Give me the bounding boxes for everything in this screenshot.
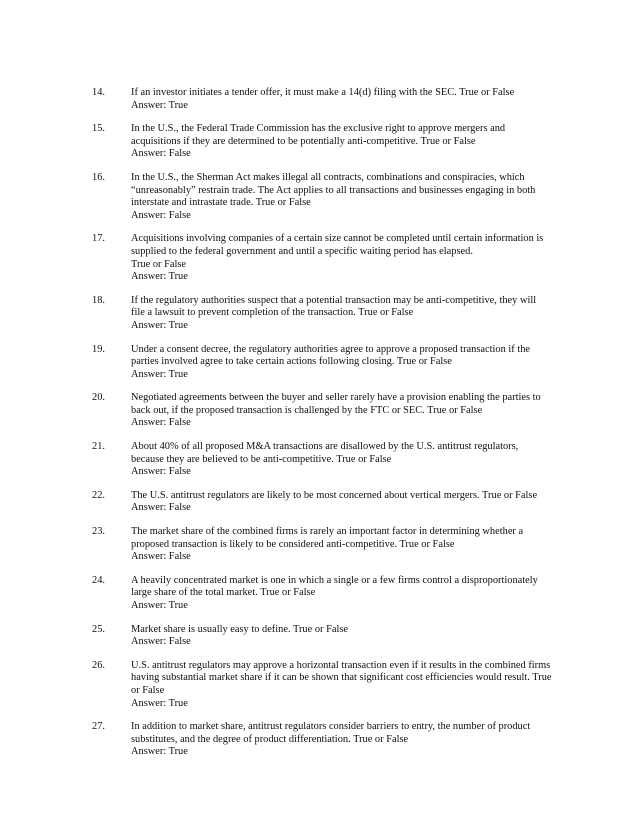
question-text: The U.S. antitrust regulators are likely to be most concerned about vertical mergers. True or False — [131, 489, 538, 501]
question-number: 22. — [92, 489, 105, 501]
answer-text: Answer: True — [131, 697, 188, 709]
answer-text: Answer: True — [131, 746, 188, 758]
question-text: In the U.S., the Federal Trade Commission has the exclusive right to approve mergers and acquisitions if they are determined to be potentially anti-competitive. True or False — [131, 123, 506, 147]
question-item — [92, 660, 552, 710]
question-text: Market share is usually easy to define. True or False — [131, 623, 349, 635]
question-number: 21. — [92, 441, 105, 453]
answer-text: Answer: False — [131, 466, 191, 478]
question-text: The market share of the combined firms is rarely an important factor in determining whether a proposed transaction is likely to be considered anti-competitive. True or False — [131, 526, 524, 550]
question-text: Negotiated agreements between the buyer and seller rarely have a provision enabling the parties to back out, if the proposed transaction is challenged by the FTC or SEC. True or False — [131, 392, 541, 416]
question-text: About 40% of all proposed M&A transactions are disallowed by the U.S. antitrust regulators, because they are believed to be anti-competitive. True or False — [131, 441, 519, 465]
question-text: A heavily concentrated market is one in which a single or a few firms control a disproportionately large share of the total market. True or False — [131, 574, 538, 599]
question-number: 23. — [92, 526, 105, 538]
question-item — [92, 721, 552, 759]
question-item — [92, 344, 552, 382]
question-text: If an investor initiates a tender offer, it must make a 14(d) filing with the SEC. True or False — [131, 87, 515, 98]
question-number: 18. — [92, 294, 105, 306]
answer-text: Answer: True — [131, 368, 188, 380]
answer-text: Answer: False — [131, 636, 191, 648]
answer-text: Answer: False — [131, 417, 191, 429]
question-number: 19. — [92, 343, 105, 355]
question-item — [92, 392, 552, 430]
question-item — [92, 172, 552, 222]
question-item — [92, 441, 552, 479]
question-number: 15. — [92, 123, 105, 135]
answer-text: Answer: False — [131, 148, 191, 160]
answer-text: Answer: False — [131, 551, 191, 563]
question-number: 14. — [92, 87, 105, 98]
question-text-continued: True or False — [131, 258, 187, 270]
question-number: 24. — [92, 574, 105, 586]
question-item — [92, 87, 552, 112]
question-text: In the U.S., the Sherman Act makes illegal all contracts, combinations and conspiracies, which “unreasonably” restrain trade. The Act applies to all transactions and businesses engaging in both interstate and intrastate trade. True or False — [131, 171, 536, 209]
question-number: 17. — [92, 233, 105, 245]
question-item — [92, 526, 552, 564]
question-number: 16. — [92, 171, 105, 183]
answer-text: Answer: True — [131, 99, 188, 111]
question-item — [92, 295, 552, 333]
question-item — [92, 490, 552, 515]
question-text: In addition to market share, antitrust regulators consider barriers to entry, the number of product substitutes, and the degree of product differentiation. True or False — [131, 721, 531, 745]
question-item — [92, 123, 552, 161]
question-number: 25. — [92, 623, 105, 635]
question-number: 26. — [92, 659, 105, 671]
answer-text: Answer: True — [131, 271, 188, 283]
question-number: 20. — [92, 392, 105, 404]
question-list — [92, 87, 552, 759]
answer-text: Answer: True — [131, 600, 188, 611]
answer-text: Answer: False — [131, 209, 191, 221]
question-item — [92, 575, 552, 613]
question-text: If the regulatory authorities suspect that a potential transaction may be anti-competitive, they will file a lawsuit to prevent completion of the transaction. True or False — [131, 294, 537, 319]
question-number: 27. — [92, 721, 105, 733]
question-item — [92, 233, 552, 283]
question-text: Under a consent decree, the regulatory authorities agree to approve a proposed transaction if the parties involved agree to take certain actions following closing. True or False — [131, 343, 531, 368]
question-item — [92, 624, 552, 649]
question-text: U.S. antitrust regulators may approve a horizontal transaction even if it results in the combined firms having substantial market share if it can be shown that significant cost efficiencies would result. True or False — [131, 659, 552, 696]
answer-text: Answer: False — [131, 502, 191, 514]
question-text: Acquisitions involving companies of a certain size cannot be completed until certain information is supplied to the federal government and until a specific waiting period has elapsed. — [131, 233, 544, 257]
answer-text: Answer: True — [131, 319, 188, 331]
